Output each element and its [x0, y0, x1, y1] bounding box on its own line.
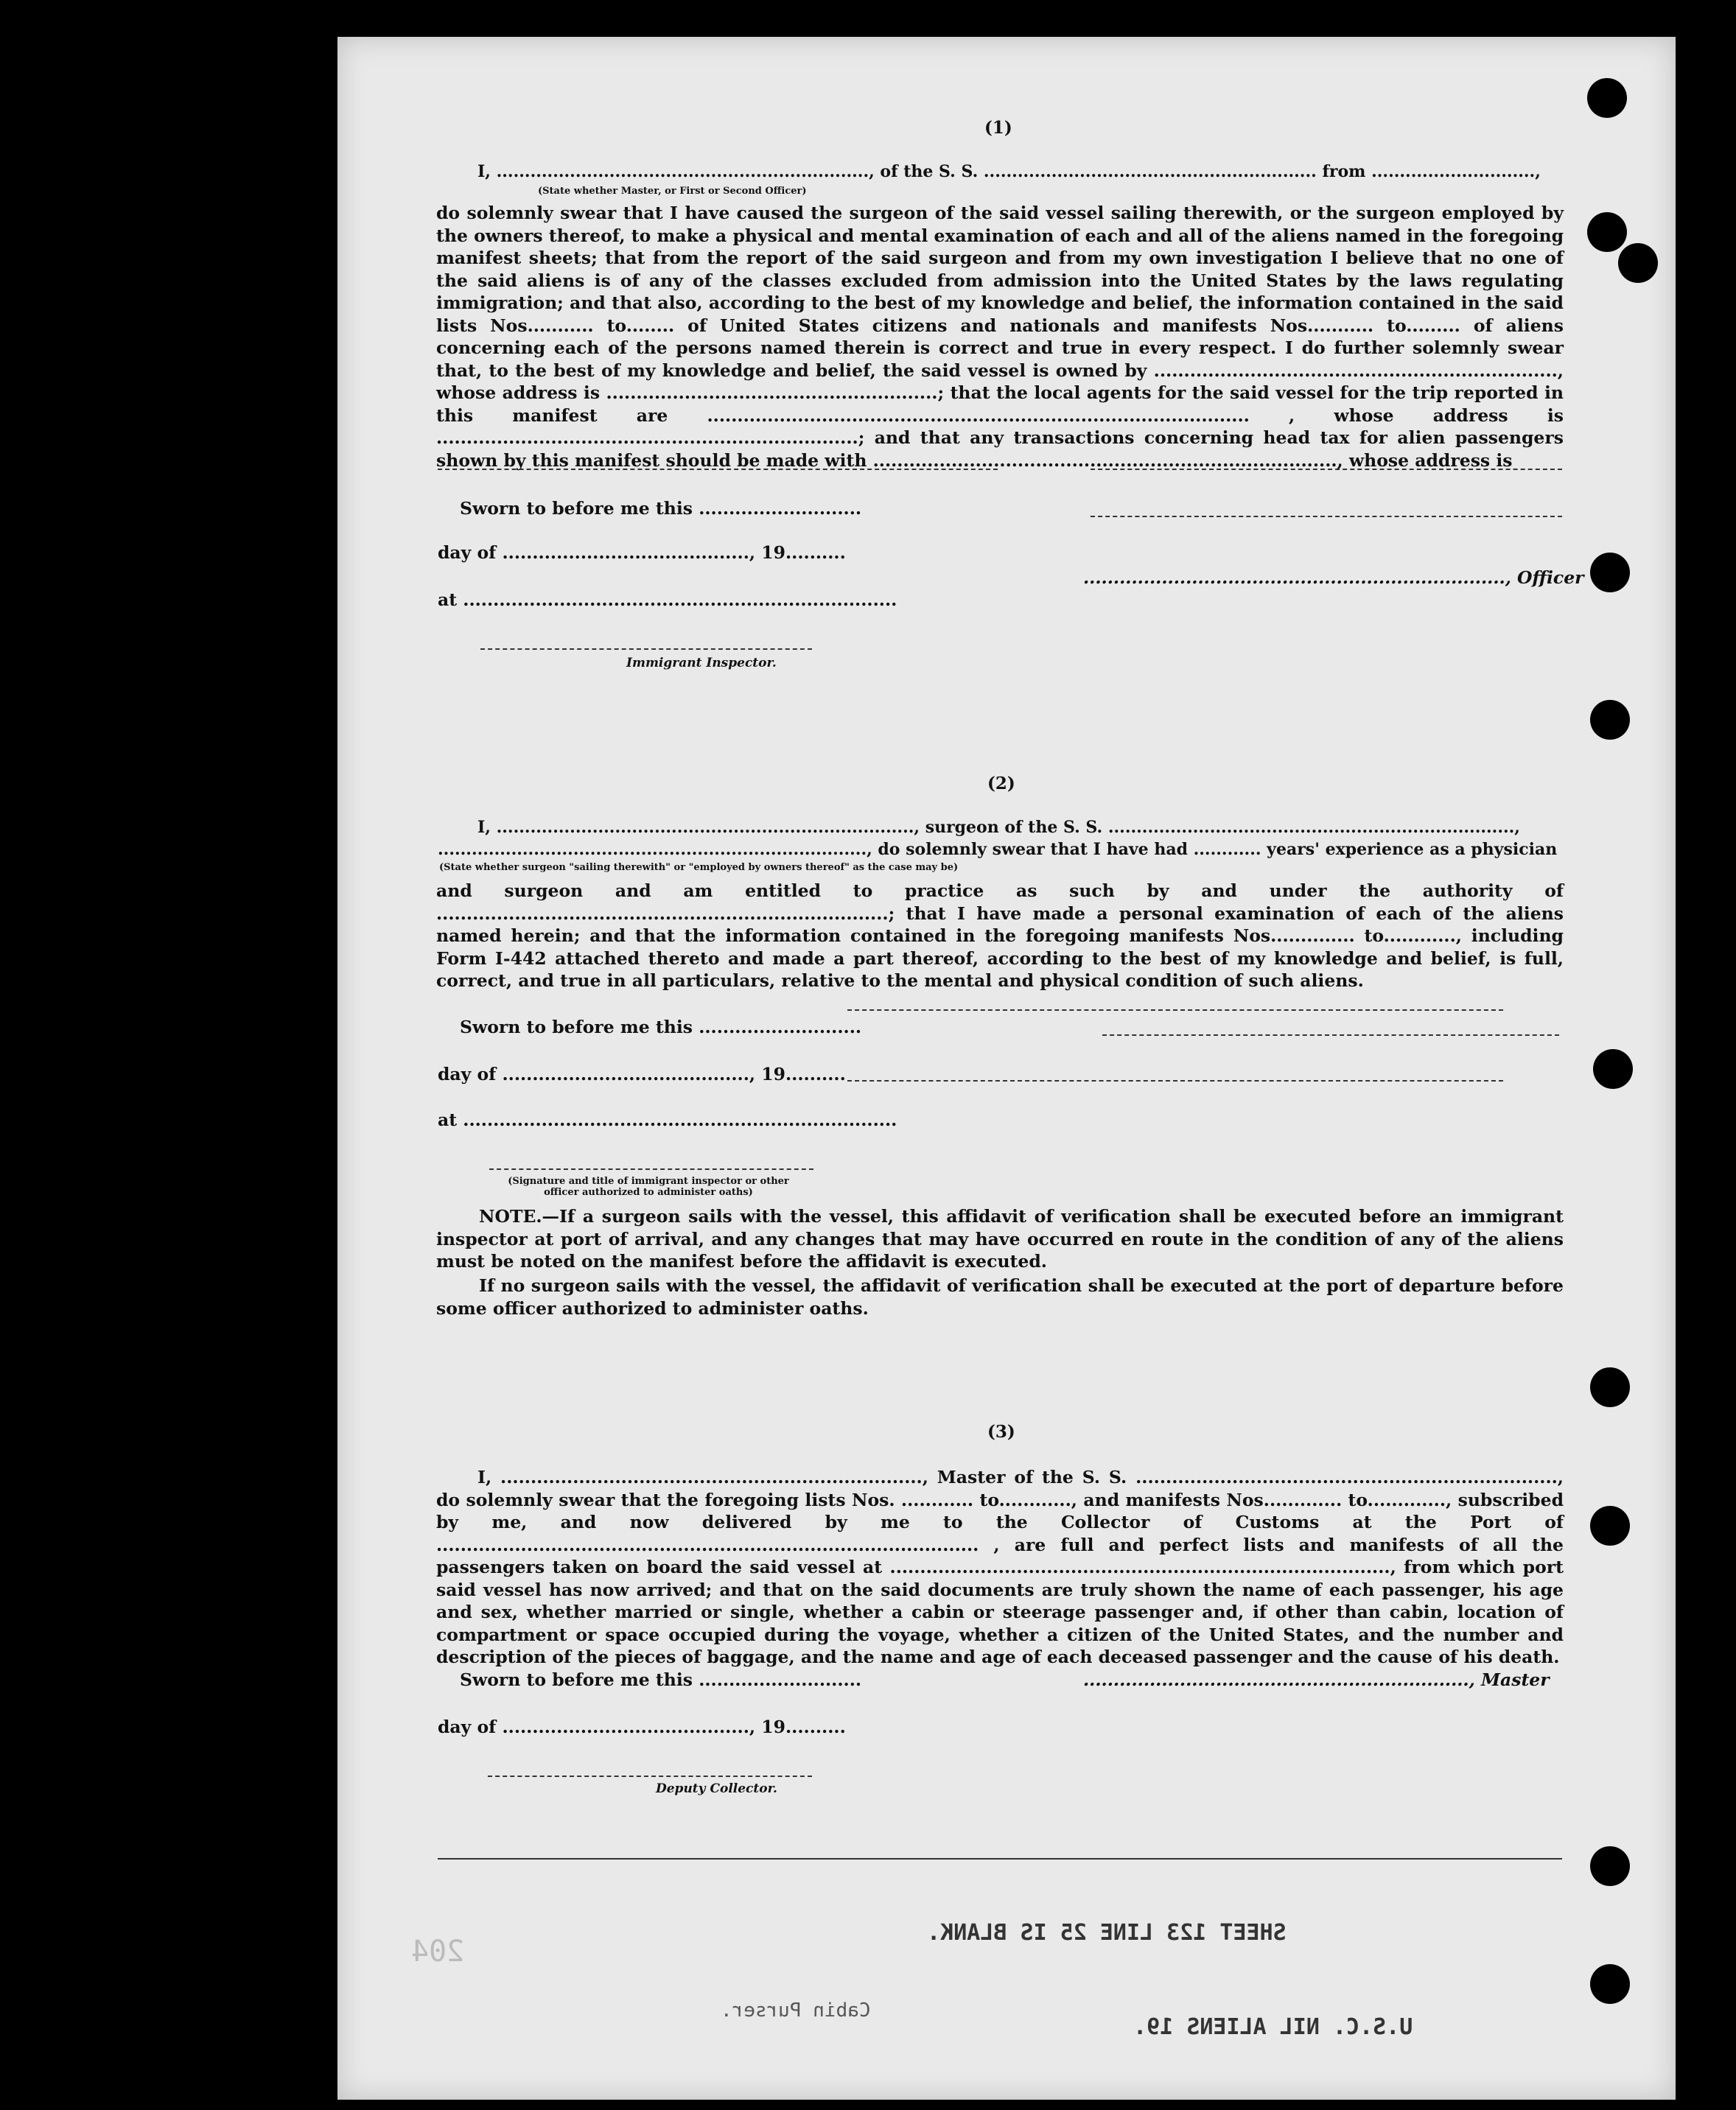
section-3-master: ................................................................, Master — [1083, 1669, 1550, 1690]
section-2-at: at ........................................................................ — [438, 1110, 897, 1130]
section-1-caption: (State whether Master, or First or Second Officer) — [538, 186, 807, 197]
section-2-sworn: Sworn to before me this ........................... — [460, 1017, 862, 1037]
bleed-through-text: SHEET 123 LINE 25 IS BLANK. — [927, 1920, 1287, 1946]
section-2-signature-line — [489, 1168, 813, 1170]
punch-hole — [1590, 1506, 1630, 1546]
section-2-signature-line — [847, 1009, 1503, 1011]
section-2-second-line: ............................................................................, do solemnly swear that I have had ............ years' experience as a physician — [438, 840, 1558, 859]
punch-hole — [1590, 1367, 1630, 1407]
section-3-oath-paragraph: I, ......................................................................, Master of the S. S. ......................................................................, do solemnly swear that the foregoing lists Nos. ............ to............, and manifests Nos............. to............., subscribed by me, and now delivered by me to the Collector of Customs at the Port of .......................................................................................... , are full and perfect lists and manifests of all the passengers taken on board the said vessel at ..................................................................................., from which port said vessel has now arrived; and that on the said documents are truly shown the name of each passenger, his age and sex, whether married or single, whether a cabin or steerage passenger and, if other than cabin, location of compartment or space occupied during the voyage, whether a citizen of the United States, and the number and description of the pieces of baggage, and the name and age of each deceased passenger and the cause of his death. — [436, 1467, 1564, 1667]
section-2-sig-caption: (Signature and title of immigrant inspector or other officer authorized to administer oaths) — [508, 1176, 789, 1198]
section-1-oath-paragraph: do solemnly swear that I have caused the surgeon of the said vessel sailing therewith, or the surgeon employed by the owners thereof, to make a physical and mental examination of each and all of the aliens named in the foregoing manifest sheets; that from the report of the said surgeon and from my own investigation I believe that no one of the said aliens is of any of the classes excluded from admission into the United States by the laws regulating immigration; and that also, according to the best of my knowledge and belief, the information contained in the said lists Nos........... to........ of United States citizens and nationals and manifests Nos........... to......... of aliens concerning each of the persons named therein is correct and true in every respect. I do further solemnly swear that, to the best of my knowledge and belief, the said vessel is owned by ..................................................................., whose address is .......................................................; that the local agents for the said vessel for the trip reported in this manifest are .......................................................................................... , whose address is ......................................................................; and that any transactions concerning head tax for alien passengers shown by this manifest should be made with ............................................................................., whose address is — [436, 203, 1564, 471]
section-1-inspector: Immigrant Inspector. — [626, 656, 777, 670]
punch-hole — [1590, 1964, 1630, 2004]
section-1-opening-line: I, .................................................................., of the S. S. ........................................................... from ............................., — [477, 162, 1541, 181]
punch-hole — [1587, 212, 1627, 252]
section-2-blank-line — [847, 1080, 1503, 1082]
punch-hole — [1590, 700, 1630, 740]
section-1-blank-line — [1091, 469, 1562, 470]
punch-hole — [1590, 553, 1630, 592]
punch-hole — [1593, 1049, 1633, 1089]
section-1-blank-line — [1091, 516, 1562, 517]
section-3-sworn: Sworn to before me this ........................... — [460, 1669, 862, 1690]
section-2-number: (2) — [987, 774, 1015, 793]
section-2-blank-line — [1102, 1034, 1559, 1036]
section-2-oath-paragraph: and surgeon and am entitled to practice as such by and under the authority of ...........................................................................; that I have made a personal examination of each of the aliens named herein; and that the information contained in the foregoing manifests Nos.............. to............, including Form I-442 attached thereto and made a part thereof, according to the best of my knowledge and belief, is full, correct, and true in all particulars, relative to the mental and physical condition of such aliens. — [436, 880, 1564, 991]
punch-hole — [1590, 1846, 1630, 1886]
section-2-opening-line: I, .........................................................................., surgeon of the S. S. ........................................................................, — [477, 818, 1520, 837]
section-1-day: day of ........................................., 19.......... — [438, 542, 846, 563]
section-1-at: at ........................................................................ — [438, 589, 897, 610]
section-1-sworn: Sworn to before me this ........................... — [460, 498, 862, 519]
section-3-signature-line — [488, 1776, 812, 1777]
punch-hole — [1587, 78, 1627, 118]
section-1-officer: ......................................................................, Officer — [1083, 567, 1584, 588]
section-3-bottom-rule — [438, 1858, 1562, 1860]
section-2-caption: (State whether surgeon "sailing therewith" or "employed by owners thereof" as the case may be) — [439, 862, 959, 873]
section-2-note: NOTE.—If a surgeon sails with the vessel, this affidavit of verification shall be executed before an immigrant inspector at port of arrival, and any changes that may have occurred en route in the condition of any of the aliens must be noted on the manifest before the affidavit is executed. — [436, 1206, 1564, 1272]
section-2-day: day of ........................................., 19.......... — [438, 1064, 846, 1084]
section-2-note-2: If no surgeon sails with the vessel, the affidavit of verification shall be executed at the port of departure before some officer authorized to administer oaths. — [436, 1275, 1564, 1319]
bleed-through-text: U.S.C. NIL ALIENS 19. — [1133, 2014, 1413, 2040]
section-1-blank-line — [438, 469, 998, 470]
punch-hole — [1618, 243, 1658, 283]
section-3-day: day of ........................................., 19.......... — [438, 1717, 846, 1737]
bleed-through-text: Cabin Purser. — [721, 1999, 871, 2022]
section-3-number: (3) — [987, 1422, 1015, 1442]
bleed-through-stamp: 204 — [411, 1935, 465, 1969]
section-1-number: (1) — [984, 118, 1012, 138]
section-1-signature-line — [480, 648, 812, 650]
section-3-deputy: Deputy Collector. — [656, 1781, 777, 1796]
